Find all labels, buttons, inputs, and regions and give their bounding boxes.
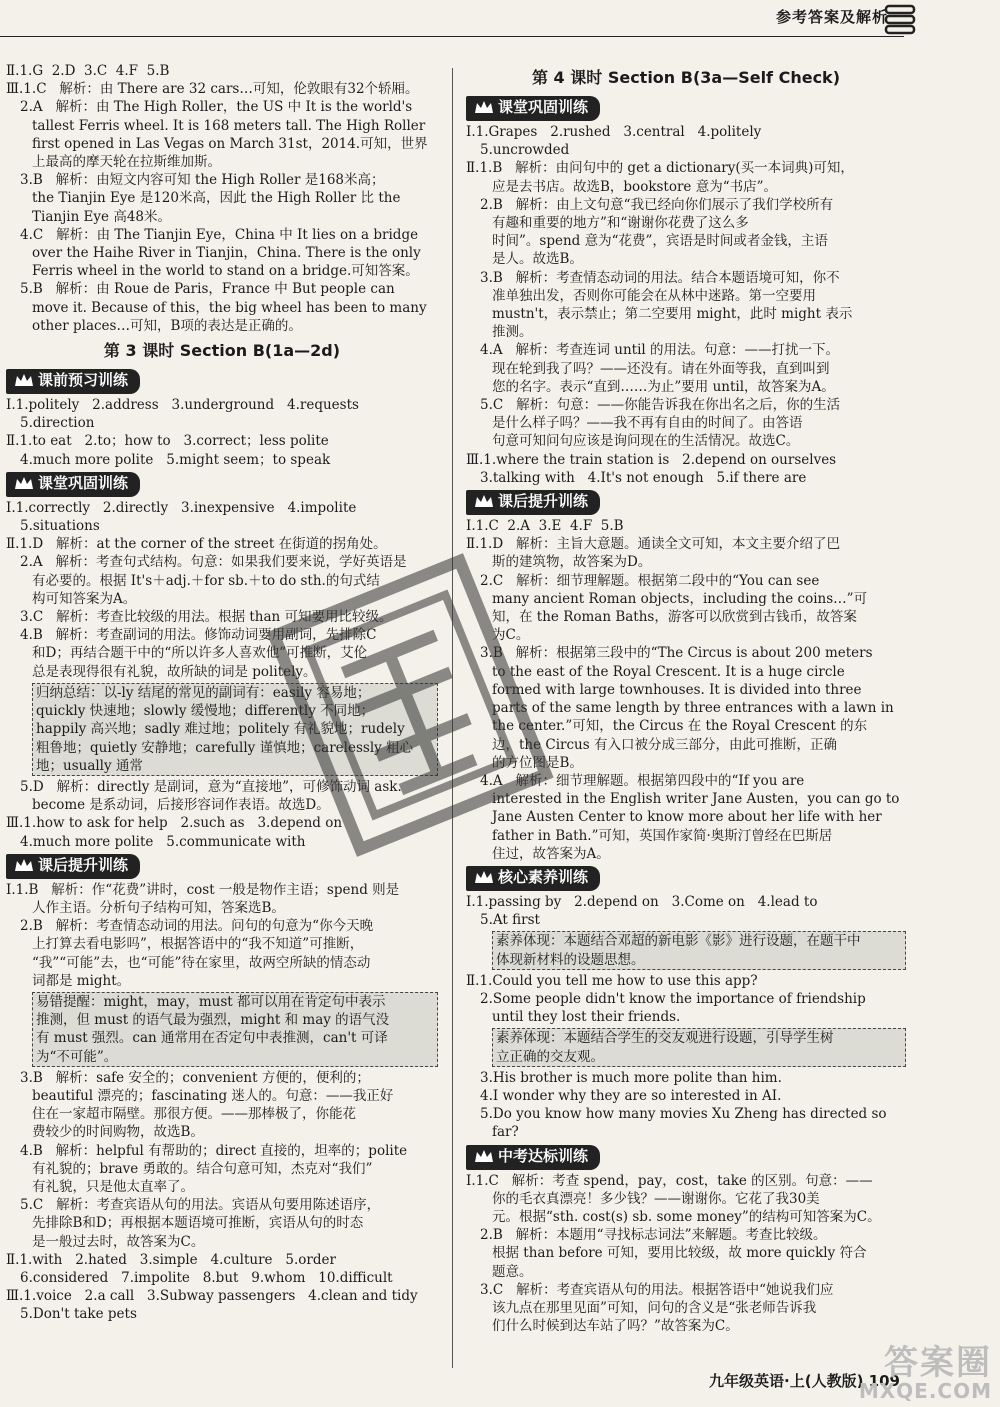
answer-line: “我”“可能”去，也“可能”待在家里，故两空所缺的情态动 <box>32 954 371 971</box>
answer-line: Ⅰ.1.C 2.A 3.E 4.F 5.B <box>466 518 624 535</box>
answer-line: Jane Austen Center to know more about her life with her <box>492 809 882 826</box>
crown-icon <box>14 475 34 496</box>
note-line: 易错提醒：might，may，must 都可以用在肯定句中表示 <box>36 993 386 1010</box>
section-banner-label: 课堂巩固训练 <box>498 98 589 116</box>
answer-line: 4.much more polite 5.might seem；to speak <box>20 451 331 468</box>
answer-line: 和D；再结合题干中的“所以许多人喜欢他”可推断，艾伦 <box>32 645 368 662</box>
page-footer: 九年级英语·上(人教版) 109 <box>709 1372 900 1390</box>
answer-line: mustn't，表示禁止；第二空要用 might，此时 might 表示 <box>492 306 853 323</box>
answer-line: 2.A 解析：考查句式结构。句意：如果我们要来说，学好英语是 <box>20 554 407 571</box>
answer-line: 5.C 解析：句意：——你能告诉我在你出名之后，你的生活 <box>480 397 841 414</box>
section-banner-row <box>6 469 438 499</box>
answer-line: 4.I wonder why they are so interested in AI. <box>480 1087 782 1104</box>
section-banner-label: 课堂巩固训练 <box>38 473 129 492</box>
answer-line: 知，在 the Roman Baths，游客可以欣赏到古钱币，故答案 <box>492 609 857 626</box>
answer-line: 5.B 解析：由 Roue de Paris，France 中 But people can <box>20 281 395 298</box>
note-box <box>492 931 906 969</box>
answer-line: 4.much more polite 5.communicate with <box>20 833 306 850</box>
answer-line: become 是系动词，后接形容词作表语。故选D。 <box>32 797 330 814</box>
answer-line: many ancient Roman objects，including the coins…”可 <box>492 590 868 607</box>
section-banner-row <box>6 851 438 881</box>
answer-line: 是什么样子吗？——我不再有自由的时间了。由答语 <box>492 415 803 432</box>
answer-line: 为C。 <box>492 627 530 644</box>
answer-line: 5.D 解析：directly 是副词，意为“直接地”，可修饰动词 ask. <box>20 778 402 795</box>
answer-line: move it. Because of this，the big wheel has been to many <box>32 299 427 316</box>
answer-line: 应是去书店。故选B，bookstore 意为“书店”。 <box>492 178 778 195</box>
note-box <box>32 992 438 1067</box>
answer-line: 2.B 解析：由上文句意“我已经向你们展示了我们学校所有 <box>480 196 834 213</box>
answer-line: 费较少的时间购物，故选B。 <box>32 1124 204 1141</box>
answer-line: 边，the Circus 有入口被分成三部分，由此可推断，正确 <box>492 736 837 753</box>
answer-line: 推测。 <box>492 324 533 341</box>
note-line: 素养体现：本题结合学生的交友观进行设题，引导学生树 <box>496 1030 834 1047</box>
note-line: 体现新材料的设题思想。 <box>496 951 645 968</box>
answer-line: 3.talking with 4.It's not enough 5.if there are <box>480 469 807 486</box>
answer-line: 6.considered 7.impolite 8.but 9.whom 10.difficult <box>20 1269 393 1286</box>
answer-line: 先排除B和D；再根据本题语境可推断，宾语从句的时态 <box>32 1215 364 1232</box>
answer-line: 题意。 <box>492 1263 533 1280</box>
answer-line: 5.Don't take pets <box>20 1306 137 1323</box>
answer-line: 时间”。spend 意为“花费”，宾语是时间或者金钱，主语 <box>492 233 828 250</box>
answer-line: Ⅲ.1.voice 2.a call 3.Subway passengers 4.clean and tidy <box>6 1288 418 1305</box>
answer-line: 3.C 解析：考查宾语从句的用法。根据答语中“她说我们应 <box>480 1281 834 1298</box>
section-banner <box>6 854 140 879</box>
answer-line: Ⅰ.1.politely 2.address 3.underground 4.requests <box>6 397 359 414</box>
answer-line: Ⅲ.1.C 解析：由 There are 32 cars…可知，伦敦眼有32个轿厢。 <box>6 81 419 98</box>
note-box <box>492 1028 906 1066</box>
section-banner <box>6 369 140 394</box>
right-column <box>466 62 906 1335</box>
answer-line: Ⅲ.1.where the train station is 2.depend on ourselves <box>466 451 837 468</box>
answer-line: 该九点在那里见面”可知，问句的含义是“张老师告诉我 <box>492 1299 817 1316</box>
section-banner-label: 课后提升训练 <box>38 855 129 874</box>
answer-line: 2.Some people didn't know the importance of friendship <box>480 990 866 1007</box>
section-banner <box>466 866 600 891</box>
note-line: 归纳总结：以-ly 结尾的常见的副词有：easily 容易地； <box>36 684 371 701</box>
note-line: quickly 快速地；slowly 缓慢地；differently 不同地； <box>36 703 375 720</box>
answer-line: 5.At first <box>480 912 540 929</box>
answer-line: Ⅱ.1.to eat 2.to；how to 3.correct；less polite <box>6 433 329 450</box>
answer-line: 3.B 解析：根据第三段中的“The Circus is about 200 meters <box>480 645 873 662</box>
answer-line: Tianjin Eye 高48米。 <box>32 208 171 225</box>
answer-line: Ⅰ.1.Grapes 2.rushed 3.central 4.politely <box>466 124 762 140</box>
note-line: 粗鲁地；quietly 安静地；carefully 谨慎地；carelessly 粗心 <box>36 739 414 756</box>
answer-line: 3.His brother is much more polite than him. <box>480 1069 782 1086</box>
answer-line: tallest Ferris wheel. It is 168 meters tall. The High Roller <box>32 117 426 134</box>
header-title: 参考答案及解析 <box>775 8 888 26</box>
answer-line: Ⅱ.1.Could you tell me how to use this app? <box>466 972 758 989</box>
answer-line: 5.direction <box>20 415 95 432</box>
answer-line: 词都是 might。 <box>32 972 131 989</box>
answer-line: 是一般过去时，故答案为C。 <box>32 1233 205 1250</box>
answer-line: 的方位图是B。 <box>492 754 583 771</box>
answer-line: 有礼貌的；brave 勇敢的。结合句意可知，杰克对“我们” <box>32 1160 373 1177</box>
answer-line: 根据 than before 可知，要用比较级，故 more quickly 符合 <box>492 1245 867 1262</box>
answer-line: far? <box>492 1124 519 1141</box>
answer-line: 4.A 解析：考查连词 until 的用法。句意：——打扰一下。 <box>480 342 840 359</box>
answer-line: father in Bath.”可知，英国作家简·奥斯汀曾经在巴斯居 <box>492 827 833 844</box>
header-rule <box>0 36 904 37</box>
answer-line: 句意可知问句应该是询问现在的生活情况。故选C。 <box>492 433 800 450</box>
answer-line: first opened in Las Vegas on March 31st，2014.可知，世界 <box>32 135 428 152</box>
answer-line: 住过，故答案为A。 <box>492 845 610 862</box>
answer-line: Ⅰ.1.passing by 2.depend on 3.Come on 4.lead to <box>466 893 818 910</box>
answer-line: 您的名字。表示“直到……为止”要用 until，故答案为A。 <box>492 378 835 395</box>
answer-line: 3.B 解析：由短文内容可知 the High Roller 是168米高； <box>20 172 385 189</box>
answer-line: Ⅱ.1.D 解析：at the corner of the street 在街道的拐角处。 <box>6 536 387 553</box>
answer-line: beautiful 漂亮的；fascinating 迷人的。句意：——我正好 <box>32 1087 394 1104</box>
answer-line: Ⅱ.1.B 解析：由问句中的 get a dictionary(买一本词典)可知， <box>466 160 854 177</box>
lesson-title: 第 4 课时 Section B(3a—Self Check) <box>531 68 841 87</box>
section-banner-row <box>466 1142 906 1172</box>
answer-line: 4.B 解析：考查副词的用法。修饰动词要用副词，先排除C <box>20 627 377 644</box>
answer-line: the center.”可知，the Circus 在 the Royal Crescent 的东 <box>492 718 868 735</box>
answer-line: 3.B 解析：safe 安全的；convenient 方便的，便利的； <box>20 1069 370 1086</box>
answer-line: 有礼貌，只是他太直率了。 <box>32 1178 194 1195</box>
answer-line: other places…可知，B项的表达是正确的。 <box>32 317 302 334</box>
answer-line: interested in the English writer Jane Austen，you can go to <box>492 791 900 808</box>
answer-line: 住在一家超市隔壁。那很方便。——那棒极了，你能花 <box>32 1106 356 1123</box>
answer-line: 有趣和重要的地方”和“谢谢你花费了这么多 <box>492 215 749 232</box>
note-line: 推测，但 must 的语气最为强烈，might 和 may 的语气没 <box>36 1012 390 1029</box>
answer-line: 2.C 解析：细节理解题。根据第二段中的“You can see <box>480 572 820 589</box>
answer-line: Ⅲ.1.how to ask for help 2.such as 3.depend on <box>6 815 343 832</box>
answer-line: formed with large townhouses. It is divided into three <box>492 681 862 698</box>
section-banner <box>466 1145 600 1170</box>
answer-line: 3.B 解析：考查情态动词的用法。结合本题语境可知，你不 <box>480 269 840 286</box>
section-banner <box>466 96 600 121</box>
answer-line: 4.C 解析：由 The Tianjin Eye，China 中 It lies on a bridge <box>20 226 419 243</box>
section-banner <box>6 472 140 497</box>
answer-line: 上最高的摩天轮在拉斯维加斯。 <box>32 154 221 171</box>
answer-line: the Tianjin Eye 是120米高，因此 the High Roller 比 the <box>32 190 401 207</box>
note-line: 素养体现：本题结合邓超的新电影《影》进行设题，在题干中 <box>496 933 861 950</box>
answer-line: 2.B 解析：考查情态动词的用法。问句的句意为“你今天晚 <box>20 918 374 935</box>
answer-line: 5.Do you know how many movies Xu Zheng has directed so <box>480 1106 887 1123</box>
answer-line: to the east of the Royal Crescent. It is a huge circle <box>492 663 845 680</box>
answer-line: Ⅱ.1.with 2.hated 3.simple 4.culture 5.order <box>6 1251 336 1268</box>
answer-line: 4.A 解析：细节理解题。根据第四段中的“If you are <box>480 772 805 789</box>
crown-icon <box>14 372 34 393</box>
answer-line: 你的毛衣真漂亮！多少钱？——谢谢你。它花了我30美 <box>492 1190 820 1207</box>
section-banner-label: 中考达标训练 <box>498 1146 589 1165</box>
answer-line: 总是表现得很有礼貌，故所缺的词是 politely。 <box>32 663 317 680</box>
answer-line: 斯的建筑物，故答案为D。 <box>492 554 652 571</box>
watermark-line2: MXQE.COM <box>858 1379 992 1403</box>
answer-line: Ⅰ.1.correctly 2.directly 3.inexpensive 4.impolite <box>6 499 357 516</box>
crown-icon <box>14 857 34 878</box>
section-banner-row <box>466 487 906 517</box>
answer-line: until they lost their friends. <box>492 1009 681 1026</box>
note-line: 有 must 强烈。can 通常用在否定句中表推测，can't 可译 <box>36 1030 388 1047</box>
lesson-title: 第 3 课时 Section B(1a—2d) <box>103 341 341 361</box>
section-banner-row <box>6 366 438 396</box>
watermark-logo <box>859 1345 992 1401</box>
answer-line: over the Haihe River in Tianjin，China. There is the only <box>32 245 421 262</box>
answer-line: 构可知答案为A。 <box>32 590 137 607</box>
answer-line: 有必要的。根据 It's＋adj.＋for sb.＋to do sth.的句式结 <box>32 572 380 589</box>
answer-line: 现在轮到我了吗？——还没有。请在外面等我，直到叫到 <box>492 360 830 377</box>
answer-line: Ⅰ.1.B 解析：作“花费”讲时，cost 一般是物作主语；spend 则是 <box>6 881 400 898</box>
answer-line: 5.C 解析：考查宾语从句的用法。宾语从句要用陈述语序， <box>20 1197 381 1214</box>
answer-line: Ⅰ.1.C 解析：考查 spend，pay，cost，take 的区别。句意：—— <box>466 1172 873 1189</box>
watermark-line1: 答案圈 <box>884 1343 992 1383</box>
note-line: 立正确的交友观。 <box>496 1048 604 1065</box>
section-banner-row <box>466 93 906 123</box>
answer-line: parts of the same length by three entrances with a lawn in <box>492 700 894 717</box>
note-line: 地；usually 通常 <box>36 757 143 774</box>
answer-line: 是人。故选B。 <box>492 251 583 268</box>
answer-line: 准单独出发，否则你可能会在从林中迷路。第一空要用 <box>492 287 816 304</box>
section-banner-label: 课前预习训练 <box>38 371 129 390</box>
answer-line: 5.situations <box>20 518 100 535</box>
crown-icon <box>474 1148 494 1169</box>
crown-icon <box>474 869 494 890</box>
book-stack-icon <box>884 0 918 40</box>
answer-line: 人作主语。分析句子结构可知，答案选B。 <box>32 899 285 916</box>
section-banner-row <box>466 863 906 893</box>
answer-line: Ferris wheel in the world to stand on a bridge.可知答案。 <box>32 263 419 280</box>
note-line: happily 高兴地；sadly 难过地；politely 有礼貌地；rudely <box>36 721 405 738</box>
section-banner-label: 课后提升训练 <box>498 492 589 511</box>
answer-line: 上打算去看电影吗”，根据答语中的“我不知道”可推断， <box>32 936 364 953</box>
answer-line: Ⅱ.1.D 解析：主旨大意题。通读全文可知，本文主要介绍了巴 <box>466 536 841 553</box>
answer-line: Ⅱ.1.G 2.D 3.C 4.F 5.B <box>6 63 170 79</box>
note-line: 为“不可能”。 <box>36 1048 118 1065</box>
crown-icon <box>474 99 494 120</box>
answer-line: 元。根据“sth. cost(s) sb. some money”的结构可知答案为C。 <box>492 1208 881 1225</box>
answer-line: 4.B 解析：helpful 有帮助的；direct 直接的，坦率的；polite <box>20 1142 408 1159</box>
section-banner-label: 核心素养训练 <box>498 867 589 886</box>
section-banner <box>466 490 600 515</box>
answer-line: 5.uncrowded <box>480 142 570 159</box>
answer-line: 们什么时候到达车站了吗？”故答案为C。 <box>492 1318 739 1335</box>
answer-line: 2.A 解析：由 The High Roller，the US 中 It is the world's <box>20 99 413 116</box>
answer-line: 2.B 解析：本题用“寻找标志词法”来解题。考查比较级。 <box>480 1227 827 1244</box>
crown-icon <box>474 493 494 514</box>
answer-line: 3.C 解析：考查比较级的用法。根据 than 可知要用比较级。 <box>20 609 393 626</box>
